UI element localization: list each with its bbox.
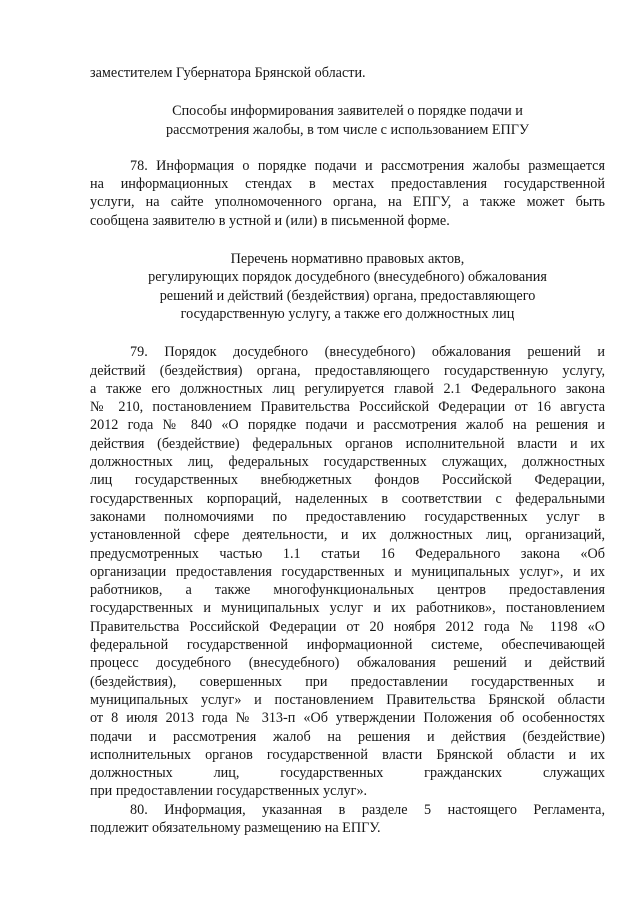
paragraph-line: на информационных стендах в местах предоставления государственной [90, 176, 605, 193]
paragraph-line: должностных лиц, федеральных государственных служащих, должностных [90, 454, 605, 471]
heading-line: государственную услугу, а также его должностных лиц [180, 305, 515, 322]
paragraph-line: (бездействия), совершенных при предоставлении государственных и [90, 673, 605, 690]
paragraph-line: процесс досудебного (внесудебного) обжалования решений и действий [90, 655, 605, 672]
paragraph-78 [90, 157, 605, 230]
heading-acts [90, 250, 605, 323]
paragraph-line: предусмотренных частью 1.1 статьи 16 Федерального закона «Об [90, 545, 605, 562]
paragraph-line: федеральной государственной информационной системе, обеспечивающей [90, 637, 605, 654]
top-line: заместителем Губернатора Брянской области. [90, 65, 366, 81]
paragraph-80 [90, 801, 605, 838]
paragraph-line: а также его должностных лиц регулируется главой 2.1 Федерального закона [90, 380, 605, 397]
paragraph-line: должностных лиц, государственных гражданских служащих [90, 765, 605, 782]
heading-line: рассмотрения жалобы, в том числе с использованием ЕПГУ [165, 121, 530, 138]
paragraph-line: исполнительных органов государственной власти Брянской области и их [90, 746, 605, 763]
paragraph-line: сообщена заявителю в устной и (или) в письменной форме. [90, 212, 450, 229]
paragraph-line: лиц государственных внебюджетных фондов Российской Федерации, [90, 472, 605, 489]
paragraph-79 [90, 343, 605, 800]
heading-line: Способы информирования заявителей о порядке подачи и [172, 103, 523, 120]
paragraph-line: законами полномочиями по предоставлению государственных услуг в [90, 508, 605, 525]
paragraph-line: от 8 июля 2013 года № 313-п «Об утверждении Положения об особенностях [90, 710, 605, 727]
paragraph-line: при предоставлении государственных услуг». [90, 783, 368, 800]
heading-line: решений и действий (бездействия) органа, предоставляющего [159, 287, 536, 304]
paragraph-line: государственных корпораций, наделенных в соответствии с федеральными [90, 490, 605, 507]
paragraph-line: 78. Информация о порядке подачи и рассмотрения жалобы размещается [130, 157, 605, 174]
paragraph-line: подлежит обязательному размещению на ЕПГУ. [90, 819, 381, 836]
paragraph-line: 79. Порядок досудебного (внесудебного) обжалования решений и [130, 344, 605, 361]
paragraph-line: организации предоставления государственных и муниципальных услуг», и их [90, 563, 605, 580]
paragraph-line: Правительства Российской Федерации от 20 ноября 2012 года № 1198 «О [90, 618, 605, 635]
paragraph-line: подачи и рассмотрения жалоб на решения и действия (бездействие) [90, 728, 605, 745]
paragraph-line: установленной сфере деятельности, и их должностных лиц, организаций, [90, 527, 605, 544]
paragraph-line: № 210, постановлением Правительства Российской Федерации от 16 августа [90, 399, 605, 416]
paragraph-line: 2012 года № 840 «О порядке подачи и рассмотрения жалоб на решения и [90, 417, 605, 434]
paragraph-line: 80. Информация, указанная в разделе 5 настоящего Регламента, [130, 801, 605, 818]
paragraph-line: действий (бездействия) органа, предоставляющего государственную услугу, [90, 362, 605, 379]
heading-informing [90, 102, 605, 139]
paragraph-line: работников, а также многофункциональных центров предоставления [90, 582, 605, 599]
paragraph-line: муниципальных услуг» и постановлением Правительства Брянской области [90, 691, 605, 708]
heading-line: Перечень нормативно правовых актов, [230, 251, 465, 268]
paragraph-line: действия (бездействие) федеральных органов исполнительной власти и их [90, 435, 605, 452]
heading-line: регулирующих порядок досудебного (внесудебного) обжалования [148, 269, 547, 286]
paragraph-line: государственных и муниципальных услуг и их работников», постановлением [90, 600, 605, 617]
paragraph-line: услуги, на сайте уполномоченного органа, на ЕПГУ, а также может быть [90, 194, 605, 211]
